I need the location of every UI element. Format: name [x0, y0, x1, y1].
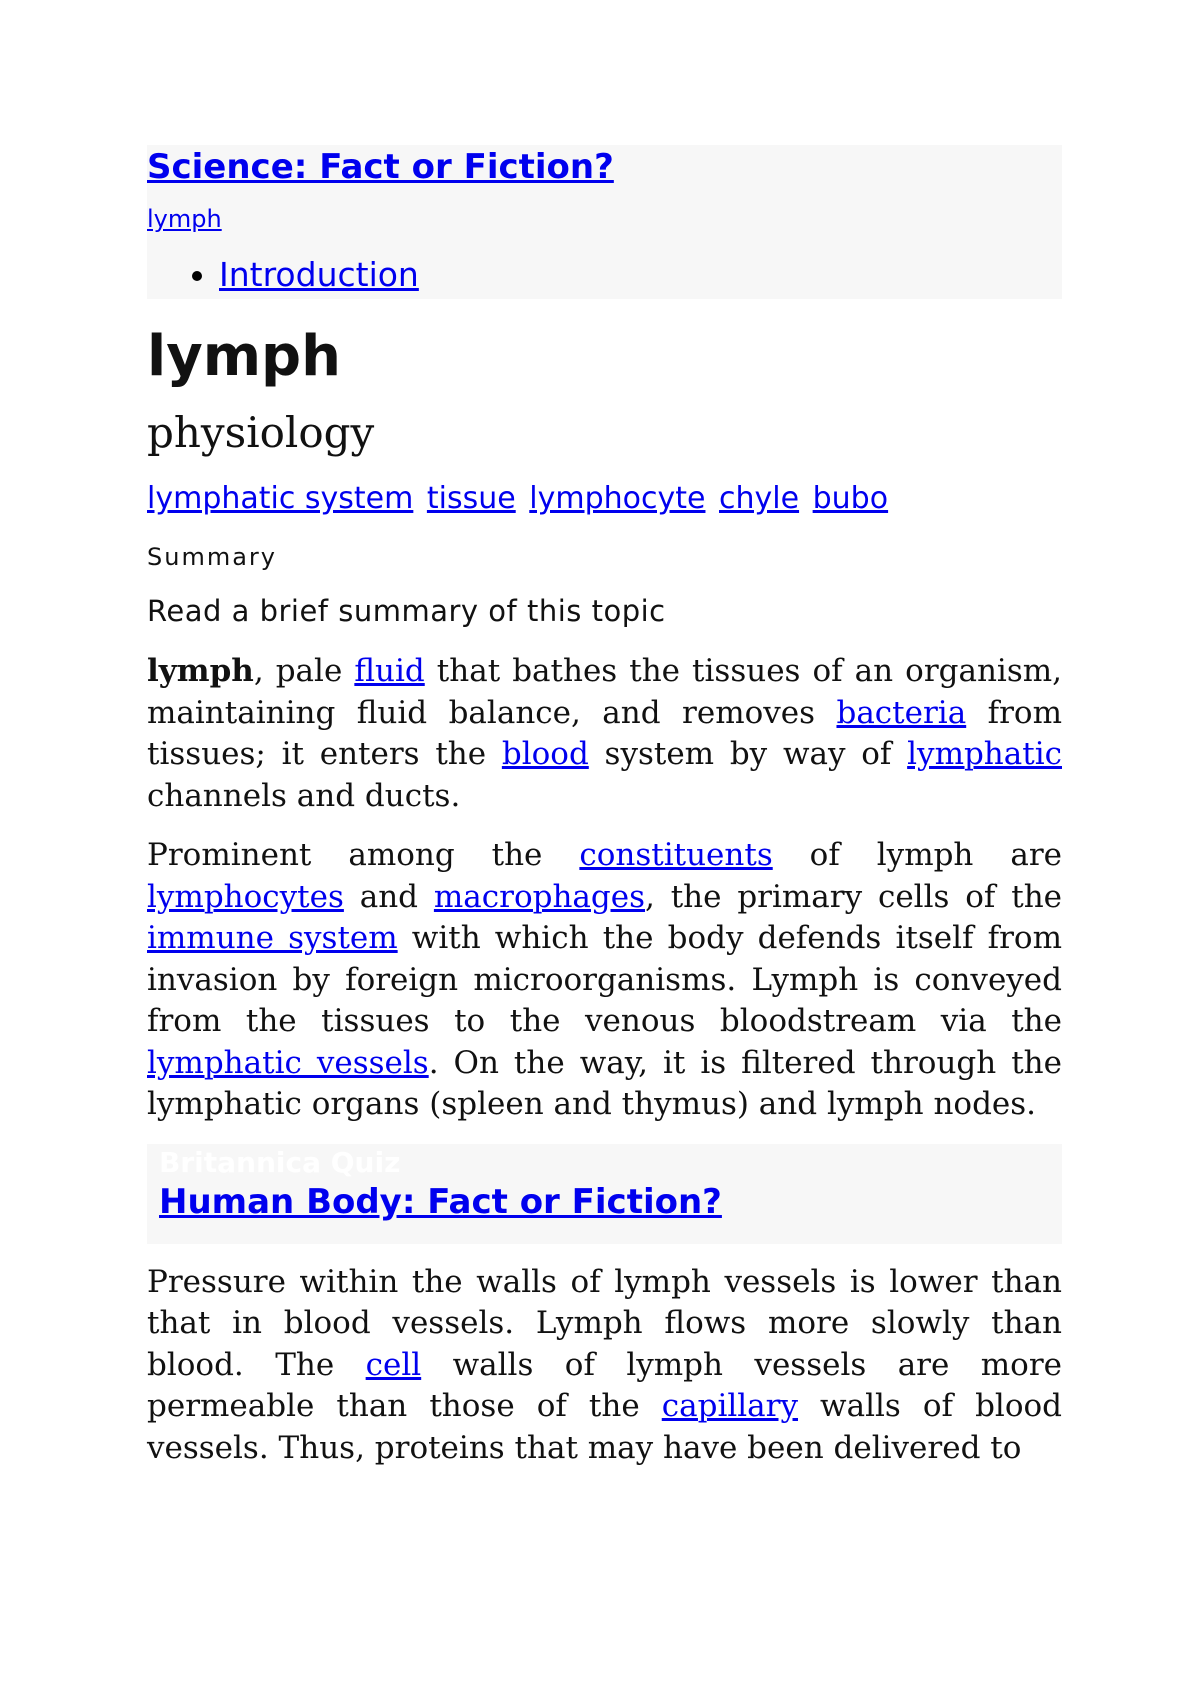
topic-link-lymphocyte[interactable]: lymphocyte — [529, 481, 706, 516]
link-constituents[interactable]: constituents — [579, 837, 773, 873]
quiz-promo-header — [147, 145, 1062, 299]
topic-link-lymphatic-system[interactable]: lymphatic system — [147, 481, 414, 516]
text: channels and ducts. — [147, 777, 461, 814]
text: . On the way, it is filtered through the lymphatic organs (spleen and thymus) and lymph nodes. — [147, 1044, 1062, 1122]
related-topics — [147, 479, 1062, 519]
topic-link-chyle[interactable]: chyle — [719, 481, 800, 516]
text: Pressure within the walls of lymph vessels is lower than that in blood vessels. Lymph flows more slowly than blood. The — [147, 1263, 1062, 1383]
text: of lymph are — [772, 837, 1062, 873]
topic-link-bubo[interactable]: bubo — [812, 481, 889, 516]
britannica-quiz-box — [147, 1144, 1062, 1244]
nav-item-introduction — [219, 253, 1062, 297]
link-capillary[interactable]: capillary — [661, 1388, 798, 1424]
quiz-title-link[interactable]: Science: Fact or Fiction? — [147, 147, 614, 187]
text: , the primary cells of the — [645, 878, 1063, 915]
link-lymphatic[interactable]: lymphatic — [907, 736, 1062, 772]
text: Prominent among the — [147, 837, 580, 873]
link-immune-system[interactable]: immune system — [147, 920, 398, 956]
quiz-label: Britannica Quiz — [159, 1145, 401, 1179]
paragraph-constituents — [147, 835, 1062, 1126]
quiz-link[interactable]: Human Body: Fact or Fiction? — [159, 1181, 722, 1222]
text: with which the body defends itself from invasion by foreign microorganisms. Lymph is conveyed from the tissues to the venous bloodstream via the — [147, 920, 1062, 1039]
nav-link-introduction[interactable]: Introduction — [219, 255, 419, 294]
article-page — [147, 145, 1062, 1469]
breadcrumb-link[interactable]: lymph — [147, 205, 222, 233]
summary-label: Summary — [147, 543, 277, 571]
summary-link-text[interactable]: Read a brief summary of this topic — [147, 594, 666, 628]
link-lymphocytes[interactable]: lymphocytes — [147, 878, 344, 915]
text: walls of lymph vessels are more permeable than those of the — [147, 1346, 1062, 1424]
page-title: lymph — [147, 324, 342, 389]
text: walls of blood vessels. Thus, proteins that may have been delivered to — [147, 1388, 1062, 1466]
link-macrophages[interactable]: macrophages — [433, 878, 646, 915]
term-lymph: lymph — [147, 653, 254, 689]
topic-link-tissue[interactable]: tissue — [426, 481, 516, 516]
link-blood[interactable]: blood — [501, 736, 589, 772]
link-lymphatic-vessels[interactable]: lymphatic vessels — [147, 1044, 429, 1081]
text: from tissues; it enters the — [147, 694, 1062, 772]
text: , pale — [253, 653, 355, 689]
text: and — [343, 878, 434, 915]
link-fluid[interactable]: fluid — [354, 653, 425, 689]
page-subtitle: physiology — [147, 408, 375, 457]
article-nav — [147, 253, 1062, 297]
text: that bathes the tissues of an organism, maintaining fluid balance, and removes — [147, 653, 1063, 731]
text: system by way of — [588, 736, 908, 772]
paragraph-pressure — [147, 1262, 1062, 1470]
link-cell[interactable]: cell — [365, 1346, 422, 1383]
paragraph-intro — [147, 651, 1062, 817]
link-bacteria[interactable]: bacteria — [836, 694, 967, 731]
